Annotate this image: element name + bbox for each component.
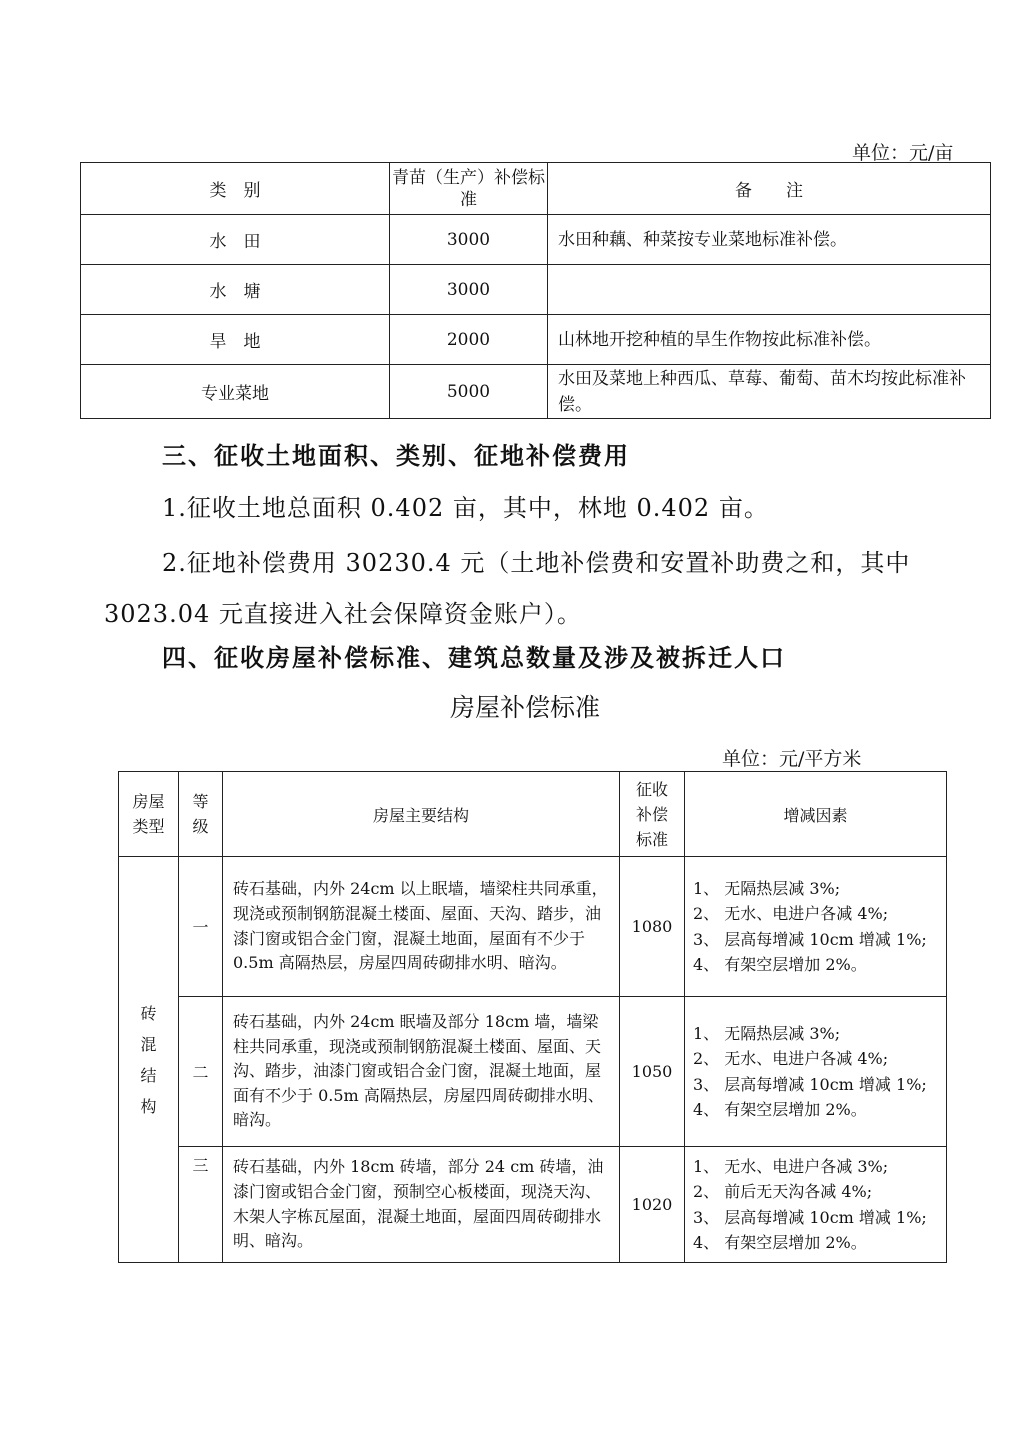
table1-unit: 单位：元/亩 xyxy=(852,142,954,164)
crop-compensation-table xyxy=(80,162,991,419)
adjust-item: 1、 无隔热层减 3%; xyxy=(693,1023,841,1043)
adjust-cell xyxy=(685,857,947,997)
table-header-row xyxy=(81,163,991,215)
adjust-item: 4、 有架空层增加 2%。 xyxy=(693,1100,867,1119)
structure-cell: 砖石基础，内外 24cm 眠墙及部分 18cm 墙，墙梁柱共同承重，现浇或预制钢筋混凝土楼面、屋面、天沟、踏步，油漆门窗或铝合金门窗，混凝土地面，屋面有不少于 0.5m 高隔热层，房屋四周砖砌排水明、暗沟。 xyxy=(223,997,620,1147)
row-category: 旱 地 xyxy=(81,315,390,365)
section3-item1: 1.征收土地总面积 0.402 亩，其中，林地 0.402 亩。 xyxy=(162,494,769,522)
house-compensation-table xyxy=(118,771,947,1263)
row-standard: 2000 xyxy=(390,315,548,365)
table-header-row xyxy=(119,772,947,857)
standard-cell: 1080 xyxy=(620,857,685,997)
header-grade: 等级 xyxy=(179,772,223,857)
row-remark: 水田种藕、种菜按专业菜地标准补偿。 xyxy=(548,215,991,265)
standard-cell: 1020 xyxy=(620,1147,685,1263)
adjust-item: 2、 无水、电进户各减 4%; xyxy=(693,1049,889,1068)
adjust-cell xyxy=(685,997,947,1147)
row-remark: 山林地开挖种植的旱生作物按此标准补偿。 xyxy=(548,315,991,365)
row-category: 水 田 xyxy=(81,215,390,265)
table-row xyxy=(81,265,991,315)
adjust-item: 1、 无隔热层减 3%; xyxy=(693,878,841,898)
header-structure: 房屋主要结构 xyxy=(223,772,620,857)
section3-item2: 2.征地补偿费用 30230.4 元（土地补偿费和安置补助费之和，其中3023.04 元直接进入社会保障资金账户）。 xyxy=(104,549,911,628)
structure-cell: 砖石基础，内外 18cm 砖墙，部分 24 cm 砖墙，油漆门窗或铝合金门窗，预制空心板楼面，现浇天沟、木架人字栋瓦屋面，混凝土地面，屋面四周砖砌排水明、暗沟。 xyxy=(223,1147,620,1263)
adjust-item: 4、 有架空层增加 2%。 xyxy=(693,1233,867,1252)
row-category: 专业菜地 xyxy=(81,365,390,419)
header-adjust: 增减因素 xyxy=(685,772,947,857)
row-standard: 3000 xyxy=(390,265,548,315)
grade-cell: 一 xyxy=(179,857,223,997)
header-category: 类 别 xyxy=(81,163,390,215)
adjust-item: 3、 层高每增减 10cm 增减 1%; xyxy=(693,929,927,949)
row-standard: 5000 xyxy=(390,365,548,419)
table-row xyxy=(81,365,991,419)
table-row xyxy=(81,215,991,265)
row-standard: 3000 xyxy=(390,215,548,265)
table-row xyxy=(81,315,991,365)
adjust-item: 2、 前后无天沟各减 4%; xyxy=(693,1182,873,1201)
row-remark: 水田及菜地上种西瓜、草莓、葡萄、苗木均按此标准补偿。 xyxy=(548,365,991,419)
adjust-item: 2、 无水、电进户各减 4%; xyxy=(693,904,889,923)
house-table-title: 房屋补偿标准 xyxy=(450,693,601,722)
house-type-cell: 砖混结构 xyxy=(119,857,179,1263)
adjust-cell xyxy=(685,1147,947,1263)
table-row xyxy=(119,1147,947,1263)
table-row xyxy=(119,997,947,1147)
table2-unit: 单位：元/平方米 xyxy=(722,748,862,770)
header-house-type: 房屋类型 xyxy=(119,772,179,857)
section3-heading: 三、征收土地面积、类别、征地补偿费用 xyxy=(162,441,630,470)
table-row xyxy=(119,857,947,997)
row-category: 水 塘 xyxy=(81,265,390,315)
adjust-item: 3、 层高每增减 10cm 增减 1%; xyxy=(693,1074,927,1094)
header-standard: 青苗（生产）补偿标准 xyxy=(390,163,548,215)
header-remark: 备 注 xyxy=(548,163,991,215)
structure-cell: 砖石基础，内外 24cm 以上眠墙，墙梁柱共同承重，现浇或预制钢筋混凝土楼面、屋面、天沟、踏步，油漆门窗或铝合金门窗，混凝土地面，屋面有不少于 0.5m 高隔热层，房屋四周砖砌排水明、暗沟。 xyxy=(223,857,620,997)
row-remark xyxy=(548,265,991,315)
adjust-item: 4、 有架空层增加 2%。 xyxy=(693,955,867,974)
adjust-item: 1、 无水、电进户各减 3%; xyxy=(693,1156,889,1176)
standard-cell: 1050 xyxy=(620,997,685,1147)
header-standard: 征收补偿标准 xyxy=(620,772,685,857)
grade-cell: 二 xyxy=(179,997,223,1147)
grade-cell: 三 xyxy=(179,1147,223,1263)
adjust-item: 3、 层高每增减 10cm 增减 1%; xyxy=(693,1207,927,1227)
section4-heading: 四、征收房屋补偿标准、建筑总数量及涉及被拆迁人口 xyxy=(162,643,786,672)
